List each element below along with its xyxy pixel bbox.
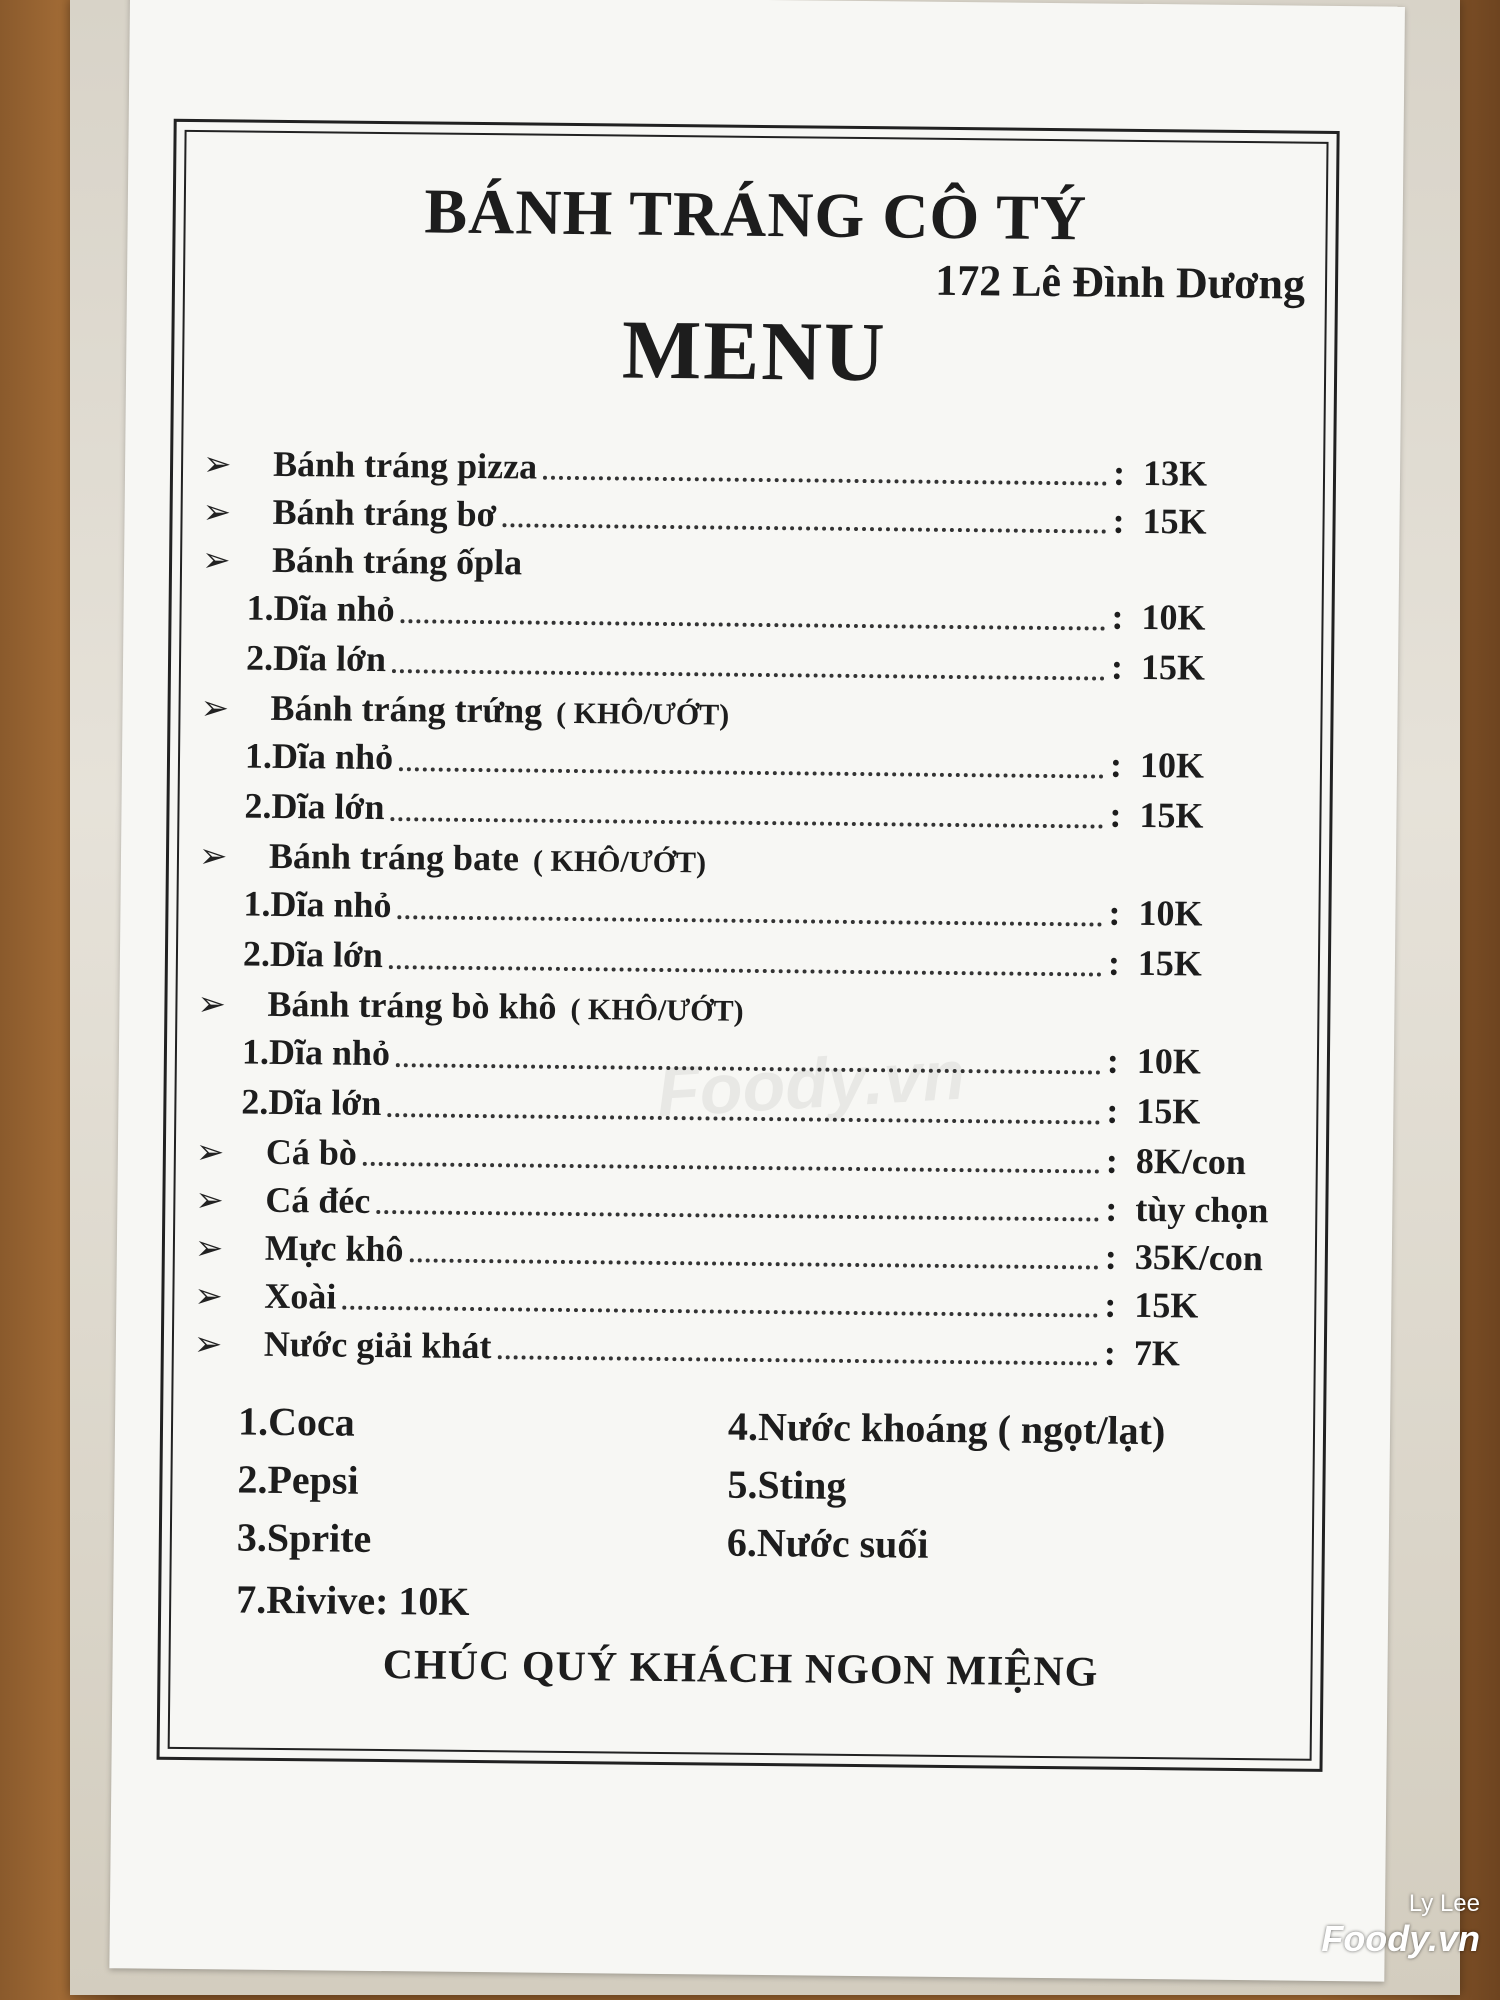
drink-item: 2.Pepsi: [237, 1456, 359, 1503]
dot-leader: [543, 476, 1107, 486]
price-separator: :: [1106, 1090, 1119, 1131]
price-separator: :: [1112, 452, 1126, 493]
menu-item-label: 1.Dĩa nhỏ: [241, 1031, 391, 1074]
menu-item-label: Cá đéc: [265, 1179, 371, 1221]
footer-greeting: CHÚC QUÝ KHÁCH NGON MIỆNG: [382, 1642, 1099, 1696]
bullet-arrow-icon: ➢: [198, 836, 228, 877]
bullet-arrow-icon: ➢: [201, 540, 231, 581]
menu-item-price: 7K: [1133, 1332, 1181, 1374]
dot-leader: [401, 619, 1106, 630]
bullet-arrow-icon: ➢: [194, 1276, 224, 1317]
price-separator: :: [1104, 1236, 1118, 1277]
menu-item-price: 15K: [1134, 1284, 1199, 1326]
menu-item-label: 1.Dĩa nhỏ: [243, 883, 392, 926]
dot-leader: [387, 1113, 1100, 1124]
foody-logo: Foody.vn: [1321, 1918, 1480, 1959]
menu-item-label: 2.Dĩa lớn: [245, 637, 387, 680]
menu-item-label: 1.Dĩa nhỏ: [246, 587, 395, 630]
menu-item-price: 35K/con: [1134, 1236, 1264, 1279]
menu-item-price: 10K: [1139, 744, 1205, 786]
menu-item-label: Cá bò: [265, 1131, 358, 1173]
menu-item-price: tùy chọn: [1135, 1188, 1269, 1231]
price-separator: :: [1104, 1284, 1117, 1325]
dot-leader: [376, 1210, 1099, 1222]
menu-item-label: 2.Dĩa lớn: [242, 933, 384, 976]
dot-leader: [409, 1258, 1098, 1269]
menu-item-price: 15K: [1140, 646, 1206, 688]
menu-item-variant-tag: ( KHÔ/ƯỚT): [570, 992, 744, 1028]
menu-item-label: Bánh tráng bate: [268, 835, 520, 879]
shop-name: BÁNH TRÁNG CÔ TÝ: [424, 175, 1088, 254]
menu-item-label: 2.Dĩa lớn: [244, 785, 385, 828]
dot-leader: [399, 767, 1104, 778]
menu-item-label: Nước giải khát: [263, 1323, 492, 1367]
drink-item: 7.Rivive: 10K: [235, 1576, 470, 1624]
price-separator: :: [1109, 744, 1123, 785]
menu-category-row: [194, 1322, 1294, 1382]
dot-leader: [396, 1063, 1101, 1074]
menu-item-label: Mực khô: [264, 1227, 404, 1270]
price-separator: :: [1110, 646, 1124, 687]
bullet-arrow-icon: ➢: [195, 1180, 225, 1221]
bullet-arrow-icon: ➢: [195, 1132, 225, 1173]
menu-item-label: Xoài: [264, 1275, 337, 1317]
dot-leader: [397, 915, 1102, 926]
dot-leader: [502, 523, 1106, 533]
menu-item-variant-tag: ( KHÔ/ƯỚT): [555, 696, 730, 732]
menu-item-variant-tag: ( KHÔ/ƯỚT): [532, 844, 707, 880]
bullet-arrow-icon: ➢: [193, 1324, 223, 1365]
price-separator: :: [1107, 942, 1121, 983]
price-separator: :: [1112, 500, 1125, 541]
price-separator: :: [1111, 596, 1124, 637]
bullet-arrow-icon: ➢: [197, 984, 227, 1025]
menu-item-label: 1.Dĩa nhỏ: [244, 735, 394, 778]
menu-item-label: 2.Dĩa lớn: [241, 1081, 382, 1124]
menu-item-label: Bánh tráng pizza: [272, 443, 538, 487]
menu-item-price: 15K: [1142, 500, 1207, 542]
menu-inner-border: [168, 130, 1329, 1761]
bullet-arrow-icon: ➢: [200, 688, 230, 729]
menu-item-price: 10K: [1141, 596, 1206, 638]
dot-leader: [497, 1355, 1097, 1365]
credit-user: Ly Lee: [1408, 1890, 1480, 1917]
menu-item-price: 15K: [1136, 1090, 1201, 1132]
drink-item: 3.Sprite: [236, 1514, 372, 1561]
menu-item-price: 15K: [1137, 942, 1203, 984]
menu-item-price: 10K: [1136, 1040, 1202, 1082]
drink-item: 4.Nước khoáng ( ngọt/lạt): [727, 1403, 1166, 1454]
price-separator: :: [1103, 1332, 1117, 1373]
price-separator: :: [1108, 892, 1121, 933]
bullet-arrow-icon: ➢: [194, 1228, 224, 1269]
menu-sheet: [109, 0, 1405, 1982]
bullet-arrow-icon: ➢: [202, 492, 232, 533]
menu-item-price: 13K: [1142, 452, 1208, 494]
menu-item-label: Bánh tráng bơ: [272, 491, 497, 535]
menu-item-label: Bánh tráng ốpla: [271, 539, 523, 583]
drink-item: 1.Coca: [237, 1398, 355, 1445]
drink-item: 6.Nước suối: [726, 1519, 929, 1567]
dot-leader: [392, 669, 1105, 680]
price-separator: :: [1109, 794, 1122, 835]
dot-leader: [363, 1162, 1100, 1174]
menu-title: MENU: [621, 303, 888, 400]
menu-item-price: 15K: [1139, 794, 1204, 836]
shop-address: 172 Lê Đình Dương: [934, 255, 1306, 309]
dot-leader: [389, 965, 1102, 976]
menu-border: [157, 119, 1340, 1772]
bullet-arrow-icon: ➢: [202, 444, 232, 485]
price-separator: :: [1105, 1140, 1119, 1181]
dot-leader: [342, 1306, 1098, 1318]
dot-leader: [390, 817, 1103, 828]
drink-list: [226, 1397, 1279, 1668]
drink-item: 5.Sting: [727, 1461, 847, 1508]
menu-item-label: Bánh tráng trứng: [270, 687, 543, 731]
menu-item-label: Bánh tráng bò khô: [267, 983, 557, 1027]
menu-item-price: 8K/con: [1135, 1140, 1247, 1183]
watermark: Foody.vn: [654, 1035, 968, 1132]
menu-item-list: [194, 442, 1304, 1381]
photo-credit: [1321, 1890, 1480, 1960]
price-separator: :: [1106, 1040, 1120, 1081]
price-separator: :: [1105, 1188, 1118, 1229]
menu-item-price: 10K: [1138, 892, 1203, 934]
